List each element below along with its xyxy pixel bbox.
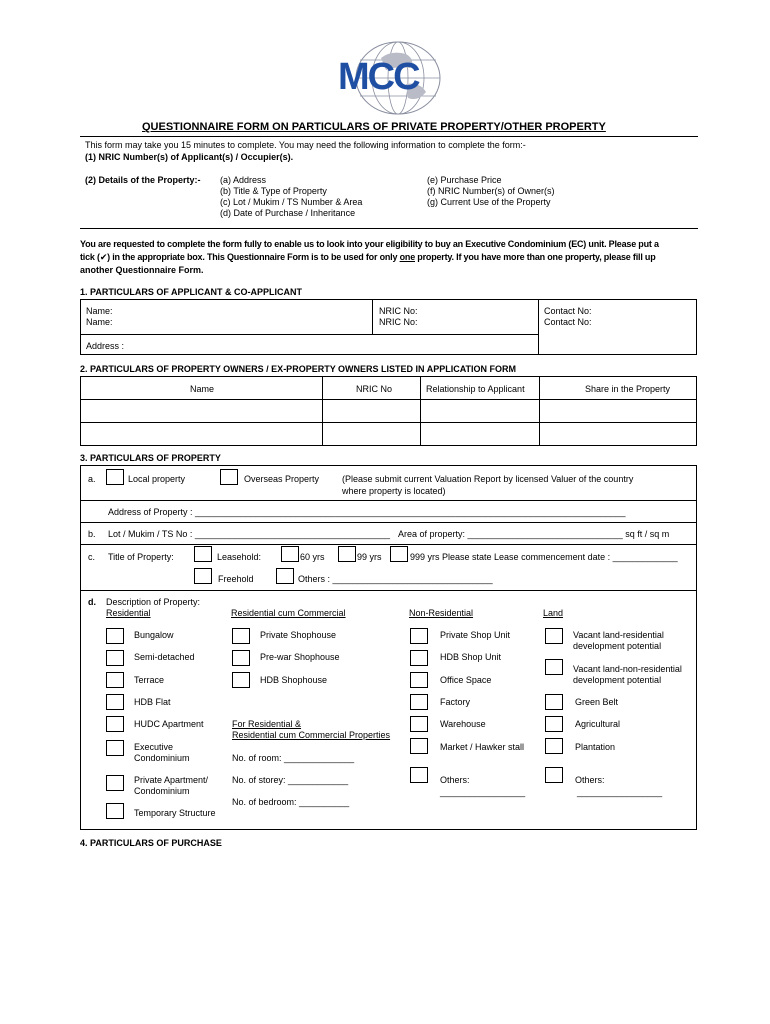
others-nonres-field[interactable]: _________________ [440, 787, 526, 797]
leasehold-checkbox[interactable] [194, 546, 212, 562]
yrs999-checkbox[interactable] [390, 546, 408, 562]
bungalow-label: Bungalow [134, 630, 174, 640]
vacant-land-residential-label: Vacant land-residential [573, 630, 664, 640]
detail-a: (a) Address [220, 175, 267, 185]
local-property-label: Local property [128, 474, 186, 484]
hdb-shop-unit-checkbox[interactable] [410, 650, 428, 666]
label-b: b. [88, 529, 96, 539]
executive-condominium-label: Condominium [134, 753, 190, 763]
private-apartment-checkbox[interactable] [106, 775, 124, 791]
detail-f: (f) NRIC Number(s) of Owner(s) [427, 186, 555, 196]
section2-heading: 2. PARTICULARS OF PROPERTY OWNERS / EX-PROPERTY OWNERS LISTED IN APPLICATION FORM [80, 364, 517, 374]
leasehold-label: Leasehold: [217, 552, 262, 562]
owners-col-2 [420, 376, 421, 446]
terrace-checkbox[interactable] [106, 672, 124, 688]
notice-line3: another Questionnaire Form. [80, 265, 204, 275]
temporary-structure-checkbox[interactable] [106, 803, 124, 819]
market-hawker-checkbox[interactable] [410, 738, 428, 754]
private-shop-unit-label: Private Shop Unit [440, 630, 511, 640]
overseas-property-checkbox[interactable] [220, 469, 238, 485]
detail-g: (g) Current Use of the Property [427, 197, 551, 207]
intro-line2: (1) NRIC Number(s) of Applicant(s) / Occupier(s). [85, 152, 294, 162]
vacant-land-nonres-label-2: development potential [573, 675, 662, 685]
property-line-1 [80, 500, 697, 501]
private-shophouse-checkbox[interactable] [232, 628, 250, 644]
logo [336, 38, 446, 118]
prewar-shophouse-checkbox[interactable] [232, 650, 250, 666]
property-line-4 [80, 590, 697, 591]
applicant-divider-1 [372, 299, 373, 334]
warehouse-checkbox[interactable] [410, 716, 428, 732]
vacant-land-nonres-checkbox[interactable] [545, 659, 563, 675]
hdb-flat-checkbox[interactable] [106, 694, 124, 710]
private-condominium-label: Condominium [134, 786, 190, 796]
hdb-flat-label: HDB Flat [134, 697, 171, 707]
others-nonres-checkbox[interactable] [410, 767, 428, 783]
terrace-label: Terrace [134, 675, 165, 685]
semi-detached-label: Semi-detached [134, 652, 195, 662]
green-belt-checkbox[interactable] [545, 694, 563, 710]
hdb-shophouse-checkbox[interactable] [232, 672, 250, 688]
contact-label-2[interactable]: Contact No: [544, 317, 592, 327]
valuation-note-1: (Please submit current Valuation Report by licensed Valuer of the country [342, 474, 634, 484]
owners-header-share: Share in the Property [585, 384, 671, 394]
owners-col-1 [322, 376, 323, 446]
logo-text: MCC [338, 56, 419, 98]
no-of-room-field[interactable]: No. of room: ______________ [232, 753, 355, 763]
hdb-shophouse-label: HDB Shophouse [260, 675, 328, 685]
factory-checkbox[interactable] [410, 694, 428, 710]
owners-col-3 [539, 376, 540, 446]
plantation-checkbox[interactable] [545, 738, 563, 754]
applicant-divider-2 [538, 299, 539, 355]
label-d: d. [88, 597, 96, 607]
description-label: Description of Property: [106, 597, 201, 607]
private-shophouse-label: Private Shophouse [260, 630, 337, 640]
executive-condominium-checkbox[interactable] [106, 740, 124, 756]
vacant-land-nonres-label: Vacant land-non-residential [573, 664, 682, 674]
col-land: Land [543, 608, 564, 618]
section1-heading: 1. PARTICULARS OF APPLICANT & CO-APPLICANT [80, 287, 302, 297]
agricultural-checkbox[interactable] [545, 716, 563, 732]
bungalow-checkbox[interactable] [106, 628, 124, 644]
others-land-checkbox[interactable] [545, 767, 563, 783]
address-label[interactable]: Address : [86, 341, 125, 351]
notice-one: one [399, 252, 415, 262]
intro-line1: This form may take you 15 minutes to complete. You may need the following information to complete the form:- [85, 140, 526, 150]
yrs99-checkbox[interactable] [338, 546, 356, 562]
notice-line2-c: property. If you have more than one property, please fill up [415, 252, 656, 262]
label-a: a. [88, 474, 96, 484]
page-title: QUESTIONNAIRE FORM ON PARTICULARS OF PRIVATE PROPERTY/OTHER PROPERTY [142, 121, 606, 133]
for-residential-commercial-label: Residential cum Commercial Properties [232, 730, 391, 740]
name-label-2[interactable]: Name: [86, 317, 113, 327]
property-line-3 [80, 544, 697, 545]
title-of-property-label: Title of Property: [108, 552, 174, 562]
yrs99-label: 99 yrs [357, 552, 382, 562]
vacant-land-residential-label-2: development potential [573, 641, 662, 651]
detail-d: (d) Date of Purchase / Inheritance [220, 208, 356, 218]
hudc-apartment-label: HUDC Apartment [134, 719, 204, 729]
warehouse-label: Warehouse [440, 719, 486, 729]
others-land-field[interactable]: _________________ [577, 787, 663, 797]
address-of-property-field[interactable]: Address of Property : ______________________________________________________________________________________ [108, 507, 626, 517]
area-field[interactable]: Area of property: _______________________________ sq ft / sq m [398, 529, 670, 539]
label-c: c. [88, 552, 96, 562]
private-shop-unit-checkbox[interactable] [410, 628, 428, 644]
nric-label-1[interactable]: NRIC No: [379, 306, 418, 316]
for-residential-label: For Residential & [232, 719, 302, 729]
notice-line2-b: ) in the appropriate box. This Questionnaire Form is to be used for only [107, 252, 400, 262]
yrs60-label: 60 yrs [300, 552, 325, 562]
yrs999-label: 999 yrs Please state Lease commencement date : _____________ [410, 552, 678, 562]
others-title-field[interactable]: Others : ________________________________ [298, 574, 493, 584]
freehold-checkbox[interactable] [194, 568, 212, 584]
col-residential-commercial: Residential cum Commercial [231, 608, 346, 618]
property-line-2 [80, 522, 697, 523]
lot-mukim-field[interactable]: Lot / Mukim / TS No : _______________________________________ [108, 529, 391, 539]
others-nonres-label: Others: [440, 775, 470, 785]
valuation-note-2: where property is located) [342, 486, 446, 496]
office-space-label: Office Space [440, 675, 492, 685]
owners-header-relationship: Relationship to Applicant [426, 384, 525, 394]
semi-detached-checkbox[interactable] [106, 650, 124, 666]
hdb-shop-unit-label: HDB Shop Unit [440, 652, 502, 662]
section3-heading: 3. PARTICULARS OF PROPERTY [80, 453, 221, 463]
local-property-checkbox[interactable] [106, 469, 124, 485]
plantation-label: Plantation [575, 742, 616, 752]
owners-header-nric: NRIC No [356, 384, 393, 394]
temporary-structure-label: Temporary Structure [134, 808, 216, 818]
executive-label: Executive [134, 742, 174, 752]
owners-header-name: Name [190, 384, 215, 394]
intro-frame [80, 136, 698, 229]
agricultural-label: Agricultural [575, 719, 621, 729]
green-belt-label: Green Belt [575, 697, 619, 707]
factory-label: Factory [440, 697, 471, 707]
applicant-row-line [80, 334, 538, 335]
notice-line2-a: tick ( [80, 252, 100, 262]
private-apartment-label: Private Apartment/ [134, 775, 209, 785]
notice-line1: You are requested to complete the form fully to enable us to look into your eligibility to buy an Executive Condominium (EC) unit. Please put a [80, 239, 659, 249]
owners-row-line-2 [80, 422, 697, 423]
others-title-checkbox[interactable] [276, 568, 294, 584]
nric-label-2[interactable]: NRIC No: [379, 317, 418, 327]
detail-c: (c) Lot / Mukim / TS Number & Area [220, 197, 363, 207]
col-non-residential: Non-Residential [409, 608, 474, 618]
details-label: (2) Details of the Property:- [85, 175, 201, 185]
yrs60-checkbox[interactable] [281, 546, 299, 562]
owners-row-line-1 [80, 399, 697, 400]
detail-e: (e) Purchase Price [427, 175, 502, 185]
contact-label-1[interactable]: Contact No: [544, 306, 592, 316]
others-land-label: Others: [575, 775, 605, 785]
freehold-label: Freehold [218, 574, 254, 584]
no-of-bedroom-field[interactable]: No. of bedroom: __________ [232, 797, 350, 807]
office-space-checkbox[interactable] [410, 672, 428, 688]
hudc-apartment-checkbox[interactable] [106, 716, 124, 732]
section4-heading: 4. PARTICULARS OF PURCHASE [80, 838, 222, 848]
no-of-storey-field[interactable]: No. of storey: ____________ [232, 775, 349, 785]
vacant-land-residential-checkbox[interactable] [545, 628, 563, 644]
notice-line2 [80, 252, 656, 264]
tick-icon: ✔ [99, 253, 108, 263]
market-hawker-label: Market / Hawker stall [440, 742, 525, 752]
col-residential: Residential [106, 608, 151, 618]
name-label-1[interactable]: Name: [86, 306, 113, 316]
prewar-shophouse-label: Pre-war Shophouse [260, 652, 340, 662]
detail-b: (b) Title & Type of Property [220, 186, 327, 196]
overseas-property-label: Overseas Property [244, 474, 320, 484]
